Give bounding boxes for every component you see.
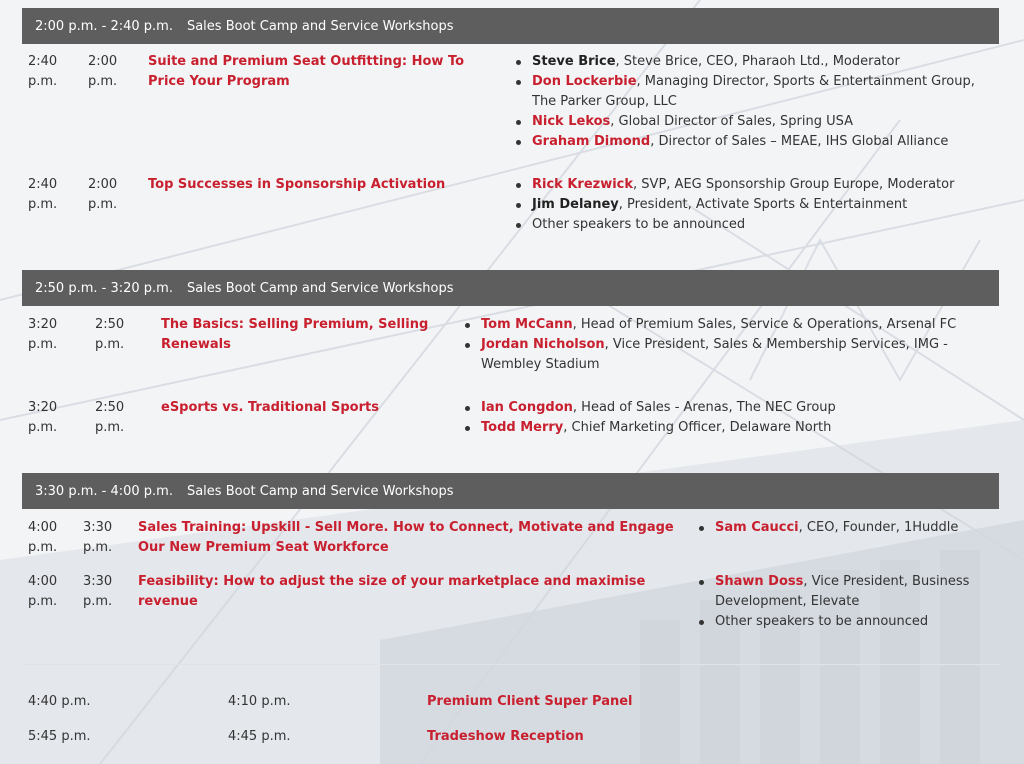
speaker-item: Nick Lekos, Global Director of Sales, Spring USA — [516, 112, 986, 132]
speaker-note: Other speakers to be announced — [715, 614, 929, 629]
row-start-time: 4:40 p.m. — [28, 694, 91, 709]
speaker-item: Jim Delaney, President, Activate Sports & Entertainment — [516, 195, 986, 215]
speaker-list — [516, 52, 986, 152]
row-title-link[interactable]: Premium Client Super Panel — [427, 694, 633, 709]
session-start-time: 3:20 p.m. — [28, 400, 58, 435]
speaker-name-link[interactable]: Jordan Nicholson — [481, 337, 605, 352]
speaker-item — [516, 215, 986, 235]
row-local-time: 4:45 p.m. — [228, 729, 291, 744]
speaker-name-link[interactable]: Ian Congdon — [481, 400, 573, 415]
speaker-name-link[interactable]: Shawn Doss — [715, 574, 804, 589]
speaker-list — [699, 518, 989, 538]
speaker-item: Todd Merry, Chief Marketing Officer, Delaware North — [465, 418, 990, 438]
speaker-item: Ian Congdon, Head of Sales - Arenas, The NEC Group — [465, 398, 990, 418]
speaker-name-link[interactable]: Nick Lekos — [532, 114, 611, 129]
speaker-list — [465, 398, 990, 438]
section-header-block-1 — [22, 8, 999, 44]
speaker-name-link[interactable]: Todd Merry — [481, 420, 564, 435]
section-time: 2:50 p.m. - 3:20 p.m. — [35, 280, 173, 296]
speaker-item: Sam Caucci, CEO, Founder, 1Huddle — [699, 518, 989, 538]
session-title-link[interactable]: Suite and Premium Seat Outfitting: How To Price Your Program — [148, 54, 465, 89]
session-local-time: 2:00 p.m. — [88, 54, 118, 89]
speaker-item — [699, 612, 989, 632]
session-start-time: 2:40 p.m. — [28, 54, 58, 89]
section-header-block-2 — [22, 270, 999, 306]
section-time: 3:30 p.m. - 4:00 p.m. — [35, 483, 173, 499]
speaker-item: Jordan Nicholson, Vice President, Sales & Membership Services, IMG - Wembley Stadium — [465, 335, 990, 375]
speaker-item: Shawn Doss, Vice President, Business Development, Elevate — [699, 572, 989, 612]
session-local-time: 2:50 p.m. — [95, 317, 125, 352]
speaker-item: Graham Dimond, Director of Sales – MEAE, IHS Global Alliance — [516, 132, 986, 152]
speaker-item: Steve Brice, Steve Brice, CEO, Pharaoh Ltd., Moderator — [516, 52, 986, 72]
speaker-name-link[interactable]: Tom McCann — [481, 317, 573, 332]
speaker-list — [516, 175, 986, 235]
session-start-time: 3:20 p.m. — [28, 317, 58, 352]
section-time: 2:00 p.m. - 2:40 p.m. — [35, 18, 173, 34]
speaker-item: Tom McCann, Head of Premium Sales, Service & Operations, Arsenal FC — [465, 315, 990, 335]
section-title: Sales Boot Camp and Service Workshops — [186, 483, 454, 499]
row-local-time: 4:10 p.m. — [228, 694, 291, 709]
session-local-time: 3:30 p.m. — [83, 574, 113, 609]
speaker-name-link[interactable]: Rick Krezwick — [532, 177, 634, 192]
session-local-time: 2:50 p.m. — [95, 400, 125, 435]
speaker-name-link[interactable]: Graham Dimond — [532, 134, 651, 149]
divider — [22, 664, 999, 665]
session-title-link[interactable]: eSports vs. Traditional Sports — [161, 400, 379, 415]
row-title-link[interactable]: Tradeshow Reception — [427, 729, 584, 744]
speaker-list — [465, 315, 990, 375]
speaker-name: Steve Brice — [532, 54, 616, 69]
session-title-link[interactable]: Sales Training: Upskill - Sell More. How to Connect, Motivate and Engage Our New Premium Seat Workforce — [138, 520, 674, 555]
section-title: Sales Boot Camp and Service Workshops — [186, 18, 454, 34]
speaker-name: Jim Delaney — [532, 197, 619, 212]
row-start-time: 5:45 p.m. — [28, 729, 91, 744]
speaker-note: Other speakers to be announced — [532, 217, 746, 232]
speaker-item: Rick Krezwick, SVP, AEG Sponsorship Group Europe, Moderator — [516, 175, 986, 195]
session-start-time: 4:00 p.m. — [28, 574, 58, 609]
speaker-name-link[interactable]: Sam Caucci — [715, 520, 799, 535]
session-title-link[interactable]: Top Successes in Sponsorship Activation — [148, 177, 446, 192]
session-start-time: 2:40 p.m. — [28, 177, 58, 212]
session-title-link[interactable]: Feasibility: How to adjust the size of your marketplace and maximise revenue — [138, 574, 646, 609]
speaker-name-link[interactable]: Don Lockerbie — [532, 74, 637, 89]
session-local-time: 3:30 p.m. — [83, 520, 113, 555]
speaker-item: Don Lockerbie, Managing Director, Sports & Entertainment Group, The Parker Group, LLC — [516, 72, 986, 112]
speaker-list — [699, 572, 989, 632]
section-title: Sales Boot Camp and Service Workshops — [186, 280, 454, 296]
session-title-link[interactable]: The Basics: Selling Premium, Selling Renewals — [161, 317, 429, 352]
section-header-block-3 — [22, 473, 999, 509]
session-local-time: 2:00 p.m. — [88, 177, 118, 212]
session-start-time: 4:00 p.m. — [28, 520, 58, 555]
